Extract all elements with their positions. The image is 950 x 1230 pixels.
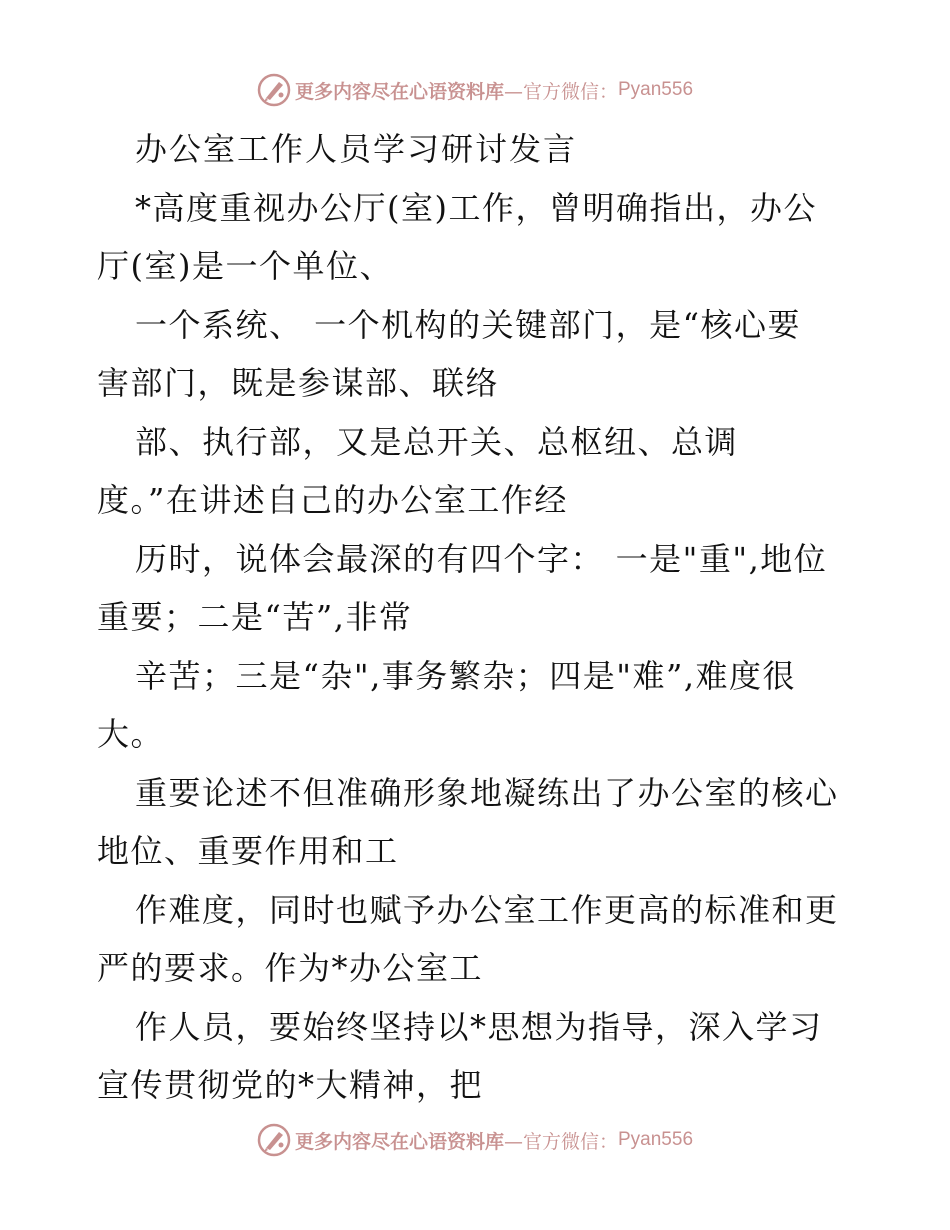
paragraph-line: 地位、重要作用和工 (97, 832, 399, 870)
paragraph-line: *高度重视办公厅(室)工作，曾明确指出，办公 (135, 188, 817, 227)
paragraph-line: 严的要求。作为*办公室工 (97, 949, 484, 987)
paragraph-line: 大。 (97, 715, 165, 753)
banner-wechat-id: Pyan556 (618, 79, 694, 100)
document-title: 办公室工作人员学习研讨发言 (135, 130, 578, 168)
paragraph-line: 历时，说体会最深的有四个字： 一是"重",地位 (135, 539, 828, 578)
paragraph-line: 部、执行部，又是总开关、总枢纽、总调 (135, 422, 739, 461)
banner-wechat-label: —官方微信： (503, 1130, 618, 1153)
quill-pen-logo-icon (257, 1123, 291, 1157)
paragraph-line: 厅(室)是一个单位、 (97, 247, 393, 285)
banner-site-text: 更多内容尽在心语资料库 (294, 80, 504, 103)
paragraph-line: 作人员，要始终坚持以*思想为指导，深入学习 (135, 1007, 823, 1046)
paragraph-line: 度。”在讲述自己的办公室工作经 (97, 481, 568, 519)
paragraph-line: 一个系统、 一个机构的关键部门，是“核心要 (135, 305, 802, 344)
quill-pen-logo-icon (257, 73, 291, 107)
banner-wechat-label: —官方微信： (503, 80, 618, 103)
banner-wechat-id: Pyan556 (618, 1129, 694, 1150)
paragraph-line: 重要；二是“苦”,非常 (97, 598, 413, 636)
paragraph-line: 害部门，既是参谋部、联络 (97, 364, 500, 402)
header-banner (0, 70, 950, 110)
paragraph-line: 辛苦；三是“杂",事务繁杂；四是"难”,难度很 (135, 656, 797, 695)
paragraph-line: 宣传贯彻党的*大精神，把 (97, 1066, 484, 1104)
document-body (97, 120, 857, 1115)
paragraph-line: 重要论述不但准确形象地凝练出了办公室的核心 (135, 773, 839, 812)
banner-site-text: 更多内容尽在心语资料库 (294, 1130, 504, 1153)
paragraph-line: 作难度，同时也赋予办公室工作更高的标准和更 (135, 890, 839, 929)
footer-banner (0, 1120, 950, 1160)
